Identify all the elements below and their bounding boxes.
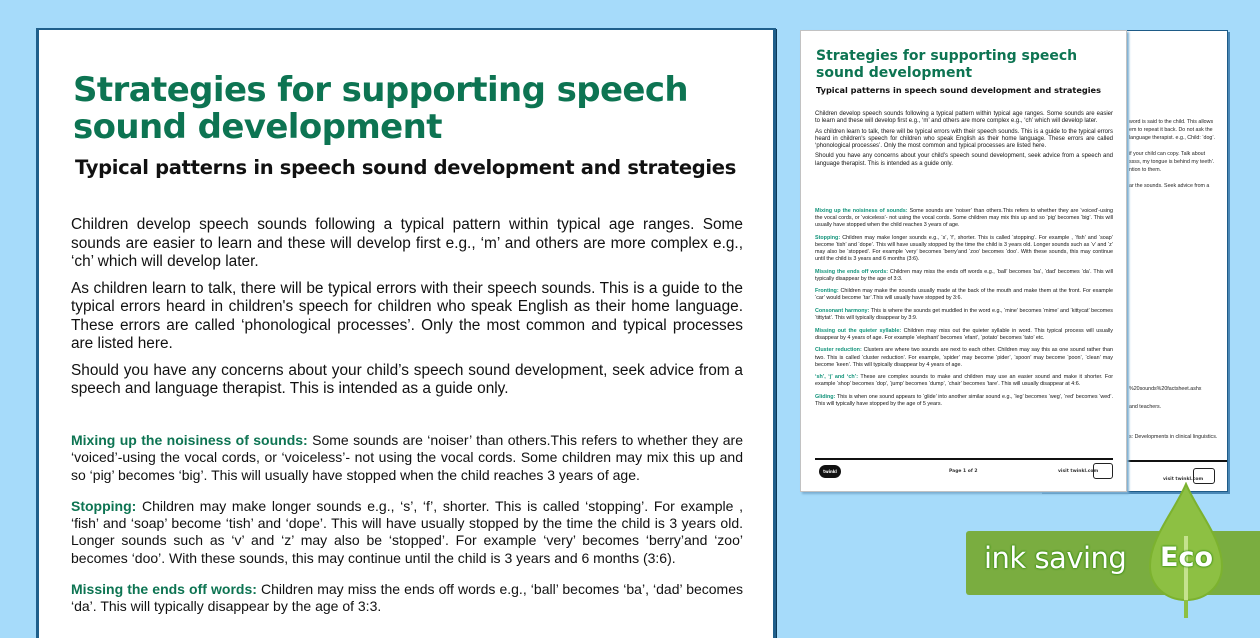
thumb-section-heading: Missing out the quieter syllable: [815,327,902,334]
intro-paragraph: Children develop speech sounds following a typical pattern within typical age ranges. Some sounds are easier to learn and these will develop first e.g., ‘m’ and others are more complex e.g., ‘ch’ which will develop later. [71,216,743,270]
thumb-section-heading: Mixing up the noisiness of sounds: [815,208,908,214]
thumb-intro-paragraph: Should you have any concerns about your child’s speech sound development, seek advice from a speech and language therapist. This is intended as a guide only. [815,153,1113,167]
thumb-intro [815,111,1113,171]
document-preview-large [36,28,776,638]
section-missing-ends [71,581,743,616]
page2-footer-url: visit twinkl.com [1163,477,1204,482]
intro-paragraph: Should you have any concerns about your child’s speech sound development, seek advice from a speech and language therapist. This is intended as a guide only. [71,361,743,397]
thumb-section-heading: Stopping: [815,234,841,241]
intro-text [71,216,743,407]
thumb-section-heading: Missing the ends off words: [815,268,888,275]
section-stopping [71,498,743,567]
thumb-section [815,269,1113,283]
thumb-section-text: This is when one sound appears to ‘glide’ into another similar sound e.g., ‘leg’ becomes ‘weg’, ‘red’ becomes ‘wed’. This will typically have stopped by the age of 5 years. [815,393,1113,407]
page2-text: ssss, my tongue is behind my teeth’. [1129,159,1215,165]
thumb-title: Strategies for supporting speech sound development [816,48,1078,81]
document-title: Strategies for supporting speech sound development [73,70,689,147]
thumb-section-heading: Consonant harmony: [815,308,870,315]
thumb-section-heading: Gliding: [815,393,836,400]
thumb-section-heading: ‘sh’, ‘j’ and ‘ch’: [815,374,858,381]
thumb-section-text: Clusters are where two sounds are next to each other. Children may say this as one sound rather than two. This is called ‘cluster reduction’. For example, ‘spider’ may become ‘pider’, ‘spoon’ may become ‘poon’, ‘clean’ may become ‘keen’. This will typically disappear by 4 years of age. [815,347,1113,368]
section-mixing-noisiness [71,432,743,484]
page2-text: ntion to them. [1129,167,1162,173]
page2-text: ar the sounds. Seek advice from a [1129,183,1210,189]
thumb-section [815,308,1113,322]
section-heading: Mixing up the noisiness of sounds: [71,432,308,448]
section-text: Some sounds are ‘noiser’ than others.This refers to whether they are ‘voiced’-using the vocal cords, or ‘voiceless’- not using the vocal cords. Some children may mix this up and so ‘pig’ becomes ‘big’. This will usually have stopped when the child reaches 3 years of age. [71,432,743,483]
thumb-section-text: Children may make the sounds usually made at the back of the mouth and make them at the front. For example ‘car’ would become ‘tar’.This will usually have stopped by 3:6. [815,288,1113,302]
thumb-subtitle: Typical patterns in speech sound development and strategies [816,85,1101,95]
thumb-section-text: Children may make longer sounds e.g., ‘s’, ‘f’, shorter. This is called ‘stopping’. For example , ‘fish’ and ‘soap’ become ‘tish’ and ‘dope’. This will have usually stopped by the time the child is 3 years old. Longer sounds such as ‘v’ and ‘z’ may also be ‘stopped’. For example ‘very’ becomes ‘berry’and ‘zoo’ becomes ‘doo’. With these sounds, this may continue until the child is 3 years and 6 months (3:6). [815,234,1113,263]
thumb-section [815,208,1113,229]
page2-text: em to repeat it back. Do not ask the [1129,127,1213,133]
page2-text: language therapist. e.g., Child: ‘dog’. [1129,135,1215,141]
page2-text: s: Developments in clinical linguistics. [1129,434,1218,440]
page2-text: word is said to the child. This allows [1129,119,1214,125]
eco-label: Eco [1160,542,1213,573]
section-heading: Stopping: [71,497,137,514]
section-text: Children may miss the ends off words e.g., ‘ball’ becomes ‘ba’, ‘dad’ becomes ‘da’. This will typically disappear by the age of 3:3. [71,581,743,615]
thumb-footer-divider [815,458,1113,460]
document-preview-page-1 [800,30,1127,492]
thumb-section-text: Some sounds are ‘noiser’ than others.This refers to whether they are ‘voiced’-using the vocal cords, or ‘voiceless’- not using the vocal cords. Some children may mix this up and so ‘pig’ becomes ‘big’. This will usually have stopped when the child reaches 3 years of age. [815,208,1113,229]
thumb-section-text: These are complex sounds to make and children may use an easier sound and make it shorter. For example ‘shop’ becomes ‘dop’, ‘jump’ becomes ‘dump’, ‘chair’ becomes ‘tare’. This will usually disappear at 4:6. [815,374,1113,388]
thumb-section-text: Children may miss the ends off words e.g., ‘ball’ becomes ‘ba’, ‘dad’ becomes ‘da’. This will typically disappear by the age of 3:3. [815,268,1113,282]
thumb-page-number: Page 1 of 2 [949,469,978,474]
page2-text: if your child can copy. Talk about [1129,151,1206,157]
page2-text: %20sounds%20factsheet.ashx [1129,386,1202,392]
thumb-section [815,374,1113,388]
thumb-footer-badge-icon [1093,463,1113,479]
thumb-intro-paragraph: Children develop speech sounds following a typical pattern within typical age ranges. Some sounds are easier to learn and these will develop first e.g., ‘m’ and others are more complex e.g., ‘ch’ which will develop later. [815,111,1113,125]
thumb-section-heading: Fronting: [815,288,839,295]
ink-saving-label: ink saving [984,541,1127,575]
section-text: Children may make longer sounds e.g., ‘s’, ‘f’, shorter. This is called ‘stopping’. For example , ‘fish’ and ‘soap’ become ‘tish’ and ‘dope’. This will have usually stopped by the time the child is 3 years old. Longer sounds such as ‘v’ and ‘z’ may also be ‘stopped’. For example ‘very’ becomes ‘berry’and ‘zoo’ becomes ‘doo’. With these sounds, this may continue until the child is 3 years and 6 months (3:6). [71,497,743,566]
thumb-footer-url: visit twinkl.com [1058,469,1099,474]
thumb-section [815,288,1113,302]
thumb-section-heading: Cluster reduction: [815,347,862,354]
thumb-section [815,328,1113,342]
section-heading: Missing the ends off words: [71,581,257,598]
thumb-section [815,394,1113,408]
intro-paragraph: As children learn to talk, there will be typical errors with their speech sounds. This is a guide to the typical errors heard in children's speech for children who speak English as their home language. These errors are called ‘phonological processes’. Only the most common and typical processes are listed here. [71,279,743,352]
page2-footer-divider [1111,460,1227,462]
page2-text: and teachers. [1129,404,1162,410]
thumb-section [815,235,1113,263]
twinkl-logo-icon: twinkl [819,465,841,478]
thumb-intro-paragraph: As children learn to talk, there will be typical errors with their speech sounds. This is a guide to the typical errors heard in children's speech for children who speak English as their home language. These errors are called ‘phonological processes’. Only the most common and typical processes are listed here. [815,128,1113,149]
thumb-sections [815,208,1113,414]
thumb-section-text: Children may miss out the quieter syllable in word. This typical process will usually disappear by 4 years of age. For example ‘elephant’ becomes ‘efant’, ‘potato’ becomes ‘tato’ etc. [815,327,1113,341]
document-subtitle: Typical patterns in speech sound development and strategies [75,156,737,179]
thumb-section-text: This is where the sounds get muddled in the word e.g., ‘mine’ becomes ‘mime’ and ‘kittycat’ becomes ‘tittytat’. This will typically disappear by 3:9. [815,308,1113,322]
process-sections [71,432,743,630]
thumb-section [815,347,1113,368]
